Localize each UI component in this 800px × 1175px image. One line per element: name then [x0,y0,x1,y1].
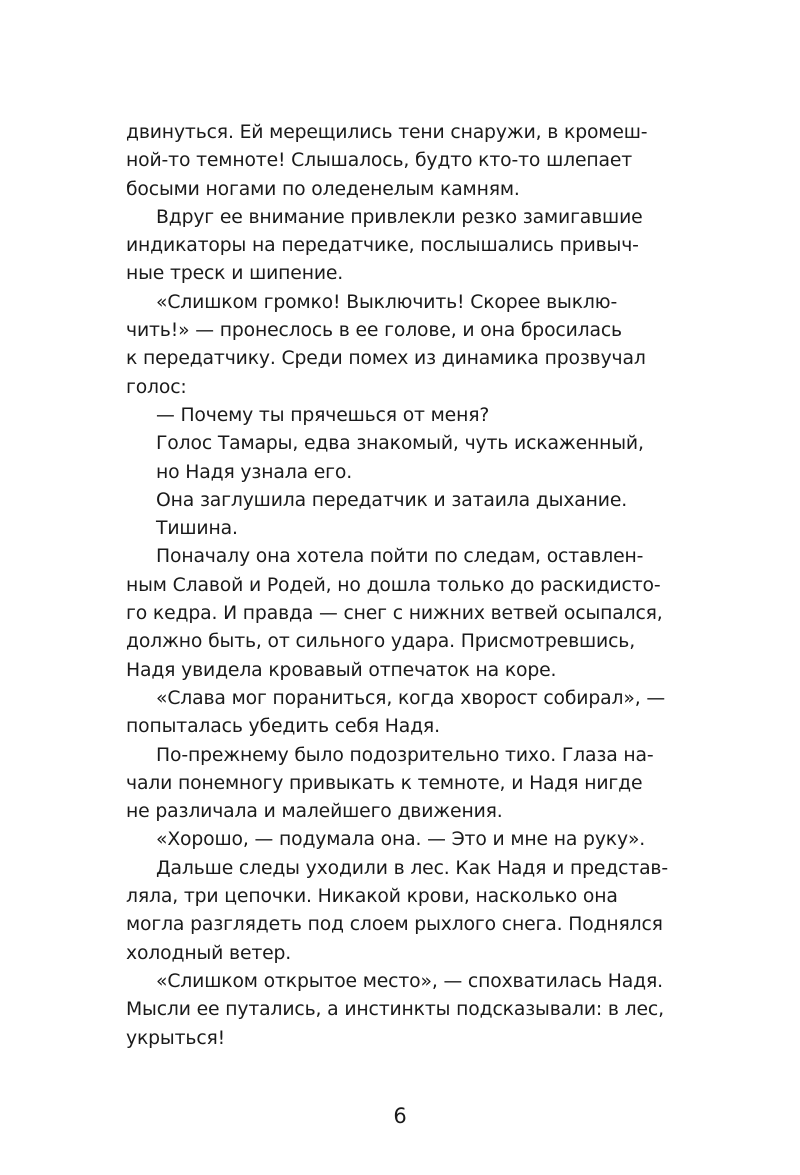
page-number: 6 [393,1104,407,1128]
text-line: По-прежнему было подозрительно тихо. Глаза на- [156,744,654,766]
text-line: к передатчику. Среди помех из динамика прозвучал [126,348,646,370]
text-line: чали понемногу привыкать к темноте, и Надя нигде [126,772,643,794]
text-line: могла разглядеть под слоем рыхлого снега. Поднялся [126,914,663,936]
text-line: го кедра. И правда — снег с нижних ветвей осыпался, [126,603,663,625]
text-line: Поначалу она хотела пойти по следам, оставлен- [156,546,644,568]
text-line: попыталась убедить себя Надя. [126,716,440,738]
text-line: Вдруг ее внимание привлекли резко замигавшие [156,206,643,228]
text-line: Она заглушила передатчик и затаила дыхание. [156,489,628,511]
text-line: Тишина. [156,518,238,540]
text-line: двинуться. Ей мерещились тени снаружи, в кромеш- [126,122,648,143]
text-line: индикаторы на передатчике, послышались привыч- [126,235,639,257]
text-line: ной-то темноте! Слышалось, будто кто-то шлепает [126,150,633,172]
text-line: голос: [126,376,187,398]
text-line: не различала и малейшего движения. [126,801,503,823]
text-line: «Слишком открытое место», — спохватилась Надя. [156,970,663,992]
text-line: чить!» — пронеслось в ее голове, и она бросилась [126,320,622,342]
text-line: ляла, три цепочки. Никакой крови, насколько она [126,886,618,908]
text-line: ным Славой и Родей, но дошла только до раскидисто- [126,574,661,596]
text-line: укрыться! [126,1027,226,1049]
text-line: Мысли ее путались, а инстинкты подсказывали: в лес, [126,999,664,1021]
text-line: «Слава мог пораниться, когда хворост собирал», — [156,687,665,709]
text-line: холодный ветер. [126,942,292,964]
text-line: должно быть, от сильного удара. Присмотревшись, [126,631,636,653]
body-text [126,119,674,1053]
text-line: «Слишком громко! Выключить! Скорее выклю- [156,291,618,313]
text-line: — Почему ты прячешься от меня? [156,404,490,426]
text-line: босыми ногами по оледенелым камням. [126,178,520,200]
text-line: «Хорошо, — подумала она. — Это и мне на руку». [156,829,646,851]
text-line: Дальше следы уходили в лес. Как Надя и представ- [156,857,668,879]
text-line: Надя увидела кровавый отпечаток на коре. [126,659,557,681]
text-line: Голос Тамары, едва знакомый, чуть искаженный, [156,433,644,455]
text-line: ные треск и шипение. [126,263,344,285]
text-line: но Надя узнала его. [156,461,353,483]
